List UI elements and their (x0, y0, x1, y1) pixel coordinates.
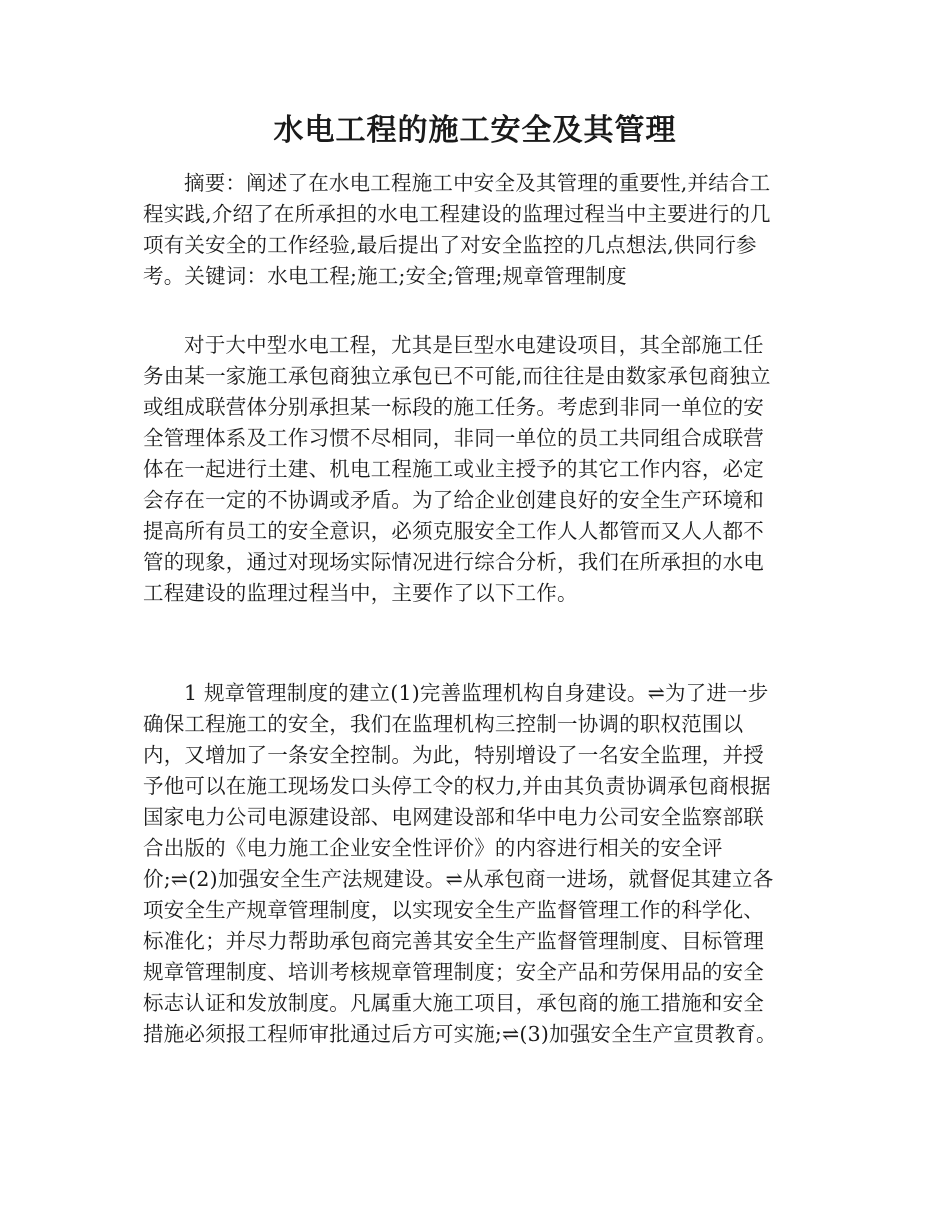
section1-line: 标志认证和发放制度。凡属重大施工项目，承包商的施工措施和安全 (143, 991, 764, 1015)
section1-line: 价;⇌(2)加强安全生产法规建设。⇌从承包商一进场，就督促其建立各 (143, 867, 774, 891)
section1-line: 国家电力公司电源建设部、电网建设部和华中电力公司安全监察部联 (143, 805, 764, 829)
section1-line: 确保工程施工的安全，我们在监理机构三控制一协调的职权范围以 (143, 712, 744, 736)
abstract-line: 摘要：阐述了在水电工程施工中安全及其管理的重要性,并结合工 (184, 171, 771, 195)
intro-line: 提高所有员工的安全意识，必须克服安全工作人人都管而又人人都不 (143, 519, 764, 543)
section1-line: 项安全生产规章管理制度，以实现安全生产监督管理工作的科学化、 (143, 898, 764, 922)
abstract-line: 程实践,介绍了在所承担的水电工程建设的监理过程当中主要进行的几 (143, 202, 771, 226)
document-title: 水电工程的施工安全及其管理 (273, 113, 677, 148)
section1-line: 标准化；并尽力帮助承包商完善其安全生产监督管理制度、目标管理 (143, 929, 764, 953)
section1-line: 予他可以在施工现场发口头停工令的权力,并由其负责协调承包商根据 (143, 774, 771, 798)
section1-line: 内，又增加了一条安全控制。为此，特别增设了一名安全监理，并授 (143, 743, 764, 767)
section1-paragraph (143, 678, 813, 1050)
intro-paragraph (143, 330, 813, 609)
intro-line: 会存在一定的不协调或矛盾。为了给企业创建良好的安全生产环境和 (143, 488, 764, 512)
intro-line: 工程建设的监理过程当中，主要作了以下工作。 (143, 581, 578, 605)
section1-line: 措施必须报工程师审批通过后方可实施;⇌(3)加强安全生产宣贯教育。 (143, 1022, 777, 1046)
section1-line: 规章管理制度、培训考核规章管理制度；安全产品和劳保用品的安全 (143, 960, 764, 984)
section1-line: 合出版的《电力施工企业安全性评价》的内容进行相关的安全评 (143, 836, 723, 860)
intro-line: 管的现象，通过对现场实际情况进行综合分析，我们在所承担的水电 (143, 550, 764, 574)
section1-line: 1 规章管理制度的建立(1)完善监理机构自身建设。⇌为了进一步 (184, 681, 769, 705)
intro-line: 或组成联营体分别承担某一标段的施工任务。考虑到非同一单位的安 (143, 395, 764, 419)
abstract-paragraph (143, 168, 813, 292)
intro-line: 对于大中型水电工程，尤其是巨型水电建设项目，其全部施工任 (184, 333, 764, 357)
intro-line: 全管理体系及工作习惯不尽相同，非同一单位的员工共同组合成联营 (143, 426, 764, 450)
abstract-line: 考。关键词：水电工程;施工;安全;管理;规章管理制度 (143, 264, 627, 288)
abstract-line: 项有关安全的工作经验,最后提出了对安全监控的几点想法,供同行参 (143, 233, 757, 257)
intro-line: 体在一起进行土建、机电工程施工或业主授予的其它工作内容，必定 (143, 457, 764, 481)
intro-line: 务由某一家施工承包商独立承包已不可能,而往往是由数家承包商独立 (143, 364, 771, 388)
